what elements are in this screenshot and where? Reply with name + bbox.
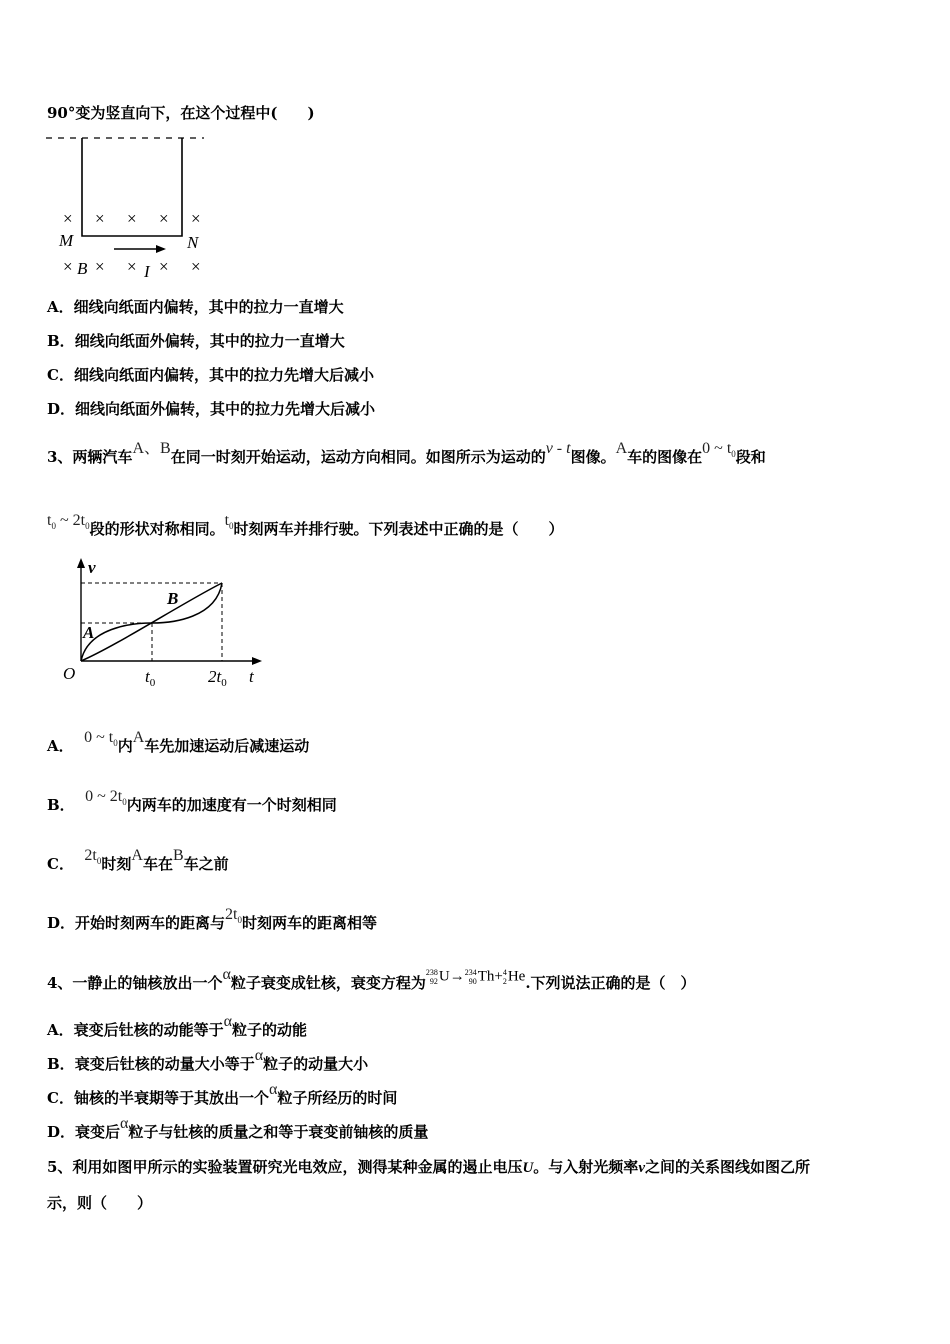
cross-mark: × — [63, 257, 73, 276]
cross-mark: × — [191, 209, 201, 228]
cross-mark: × — [63, 209, 73, 228]
label-i: I — [144, 262, 150, 281]
cross-mark: × — [159, 209, 169, 228]
tick-t0: $t_0$ — [145, 667, 156, 689]
label-n: N — [187, 233, 199, 252]
figure-wire-in-field — [40, 128, 240, 283]
figure-vt-graph — [56, 556, 276, 694]
cross-mark: × — [95, 209, 105, 228]
q2-option-d[interactable]: D．细线向纸面外偏转，其中的拉力先增大后减小 — [47, 400, 376, 418]
cross-mark: × — [127, 209, 137, 228]
origin-label: O — [63, 664, 76, 683]
question-3-stem-continued: $t_0$ ~ $2t_0$段的形状对称相同。$t_0$时刻两车并排行驶。下列表述中正确的是（ ） — [47, 512, 564, 538]
question-3-stem: 3、两辆汽车A、B在同一时刻开始运动，运动方向相同。如图所示为运动的v - t图像。A车的图像在0 ~ $t_0$段和 — [47, 440, 766, 466]
cross-mark: × — [95, 257, 105, 276]
q2-option-b[interactable]: B．细线向纸面外偏转，其中的拉力一直增大 — [47, 332, 345, 350]
tick-2t0: $2t_0$ — [208, 667, 227, 689]
y-axis-label: v — [88, 558, 96, 577]
q4-option-b[interactable]: B．衰变后钍核的动量大小等于α粒子的动量大小 — [47, 1047, 369, 1073]
q4-option-c[interactable]: C．铀核的半衰期等于其放出一个α粒子所经历的时间 — [47, 1081, 398, 1107]
curve-b — [81, 583, 222, 661]
q3-option-a[interactable]: A． 0 ~ $t_0$内A车先加速运动后减速运动 — [47, 729, 310, 755]
q3-option-c[interactable]: C． $2t_0$时刻A车在B车之前 — [47, 847, 229, 873]
label-b: B — [77, 259, 88, 278]
cross-mark: × — [191, 257, 201, 276]
q2-option-c[interactable]: C．细线向纸面内偏转，其中的拉力先增大后减小 — [47, 366, 374, 384]
curve-b-label: B — [167, 589, 179, 608]
decay-equation: 238 92U→234 90Th+4 2He — [425, 967, 526, 986]
curve-a-label: A — [83, 623, 95, 642]
q3-option-b[interactable]: B． 0 ~ $2t_0$内两车的加速度有一个时刻相同 — [47, 788, 337, 814]
q3-option-d[interactable]: D．开始时刻两车的距离与$2t_0$时刻两车的距离相等 — [47, 906, 377, 932]
x-axis-label: t — [249, 667, 254, 686]
label-m: M — [59, 231, 74, 250]
cross-mark: × — [159, 257, 169, 276]
question-5-stem-continued: 示，则（ ） — [47, 1194, 153, 1212]
q4-option-a[interactable]: A．衰变后钍核的动能等于α粒子的动能 — [47, 1013, 308, 1039]
q2-option-a[interactable]: A．细线向纸面内偏转，其中的拉力一直增大 — [47, 298, 344, 316]
current-arrow-icon — [156, 245, 166, 253]
question-4-stem: 4、一静止的铀核放出一个α粒子衰变成钍核，衰变方程为238 92U→234 90Th+4 2He.下列说法正确的是（ ） — [47, 966, 696, 992]
cross-mark: × — [127, 257, 137, 276]
question-2-stem-tail: 90°变为竖直向下，在这个过程中( ) — [47, 104, 315, 122]
q4-option-d[interactable]: D．衰变后α粒子与钍核的质量之和等于衰变前铀核的质量 — [47, 1115, 429, 1141]
question-5-stem: 5、利用如图甲所示的实验装置研究光电效应，测得某种金属的遏止电压U。与入射光频率ν之间的关系图线如图乙所 — [47, 1158, 810, 1176]
